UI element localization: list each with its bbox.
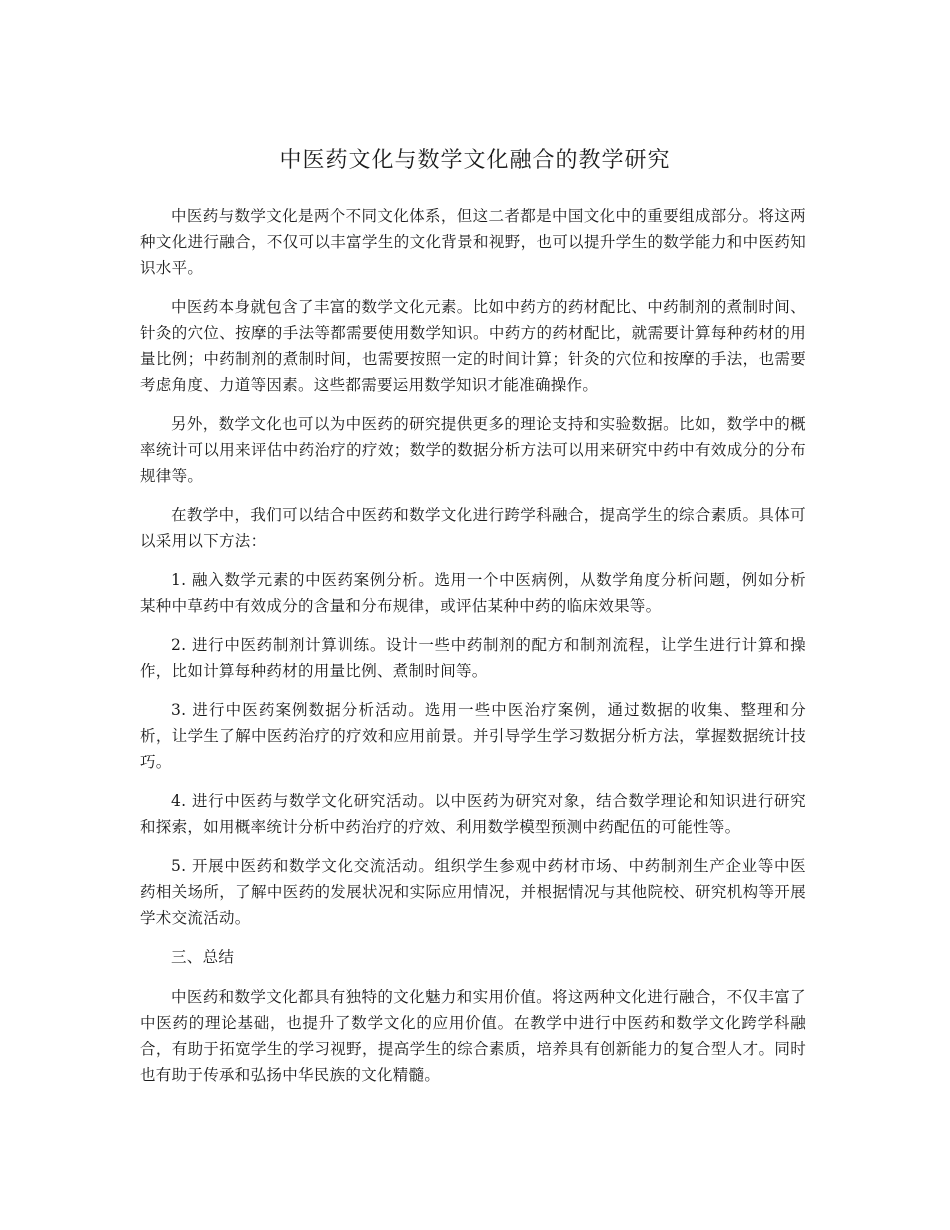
- page-title: 中医药文化与数学文化融合的教学研究: [279, 148, 671, 173]
- paragraph-math-elements: 中医药本身就包含了丰富的数学文化元素。比如中药方的药材配比、中药制剂的煮制时间、针灸的穴位、按摩的手法等都需要使用数学知识。中药方的药材配比，就需要计算每种药材的用量比例；中药制剂的煮制时间，也需要按照一定的时间计算；针灸的穴位和按摩的手法，也需要考虑角度、力道等因素。这些都需要运用数学知识才能准确操作。: [140, 298, 806, 394]
- paragraph-intro: 中医药与数学文化是两个不同文化体系，但这二者都是中国文化中的重要组成部分。将这两种文化进行融合，不仅可以丰富学生的文化背景和视野，也可以提升学生的数学能力和中医药知识水平。: [140, 207, 806, 277]
- paragraph-teaching-methods: 在教学中，我们可以结合中医药和数学文化进行跨学科融合，提高学生的综合素质。具体可以采用以下方法：: [140, 506, 806, 550]
- paragraph-summary: 中医药和数学文化都具有独特的文化魅力和实用价值。将这两种文化进行融合，不仅丰富了中医药的理论基础，也提升了数学文化的应用价值。在教学中进行中医药和数学文化跨学科融合，有助于拓宽学生的学习视野，提高学生的综合素质，培养具有创新能力的复合型人才。同时也有助于传承和弘扬中华民族的文化精髓。: [140, 988, 806, 1084]
- list-item-method-4: 4. 进行中医药与数学文化研究活动。以中医药为研究对象，结合数学理论和知识进行研究和探索，如用概率统计分析中药治疗的疗效、利用数学模型预测中药配伍的可能性等。: [140, 792, 806, 836]
- list-item-method-1: 1. 融入数学元素的中医药案例分析。选用一个中医病例，从数学角度分析问题，例如分析某种中草药中有效成分的含量和分布规律，或评估某种中药的临床效果等。: [140, 571, 806, 615]
- list-item-method-5: 5. 开展中医药和数学文化交流活动。组织学生参观中药材市场、中药制剂生产企业等中医药相关场所，了解中医药的发展状况和实际应用情况，并根据情况与其他院校、研究机构等开展学术交流活动。: [140, 857, 806, 927]
- section-heading-summary: 三、总结: [171, 948, 235, 966]
- paragraph-research-support: 另外，数学文化也可以为中医药的研究提供更多的理论支持和实验数据。比如，数学中的概率统计可以用来评估中药治疗的疗效；数学的数据分析方法可以用来研究中药中有效成分的分布规律等。: [140, 415, 806, 485]
- document-body: [140, 203, 806, 1101]
- list-item-method-2: 2. 进行中医药制剂计算训练。设计一些中药制剂的配方和制剂流程，让学生进行计算和操作，比如计算每种药材的用量比例、煮制时间等。: [140, 636, 806, 680]
- list-item-method-3: 3. 进行中医药案例数据分析活动。选用一些中医治疗案例，通过数据的收集、整理和分析，让学生了解中医药治疗的疗效和应用前景。并引导学生学习数据分析方法，掌握数据统计技巧。: [140, 701, 806, 771]
